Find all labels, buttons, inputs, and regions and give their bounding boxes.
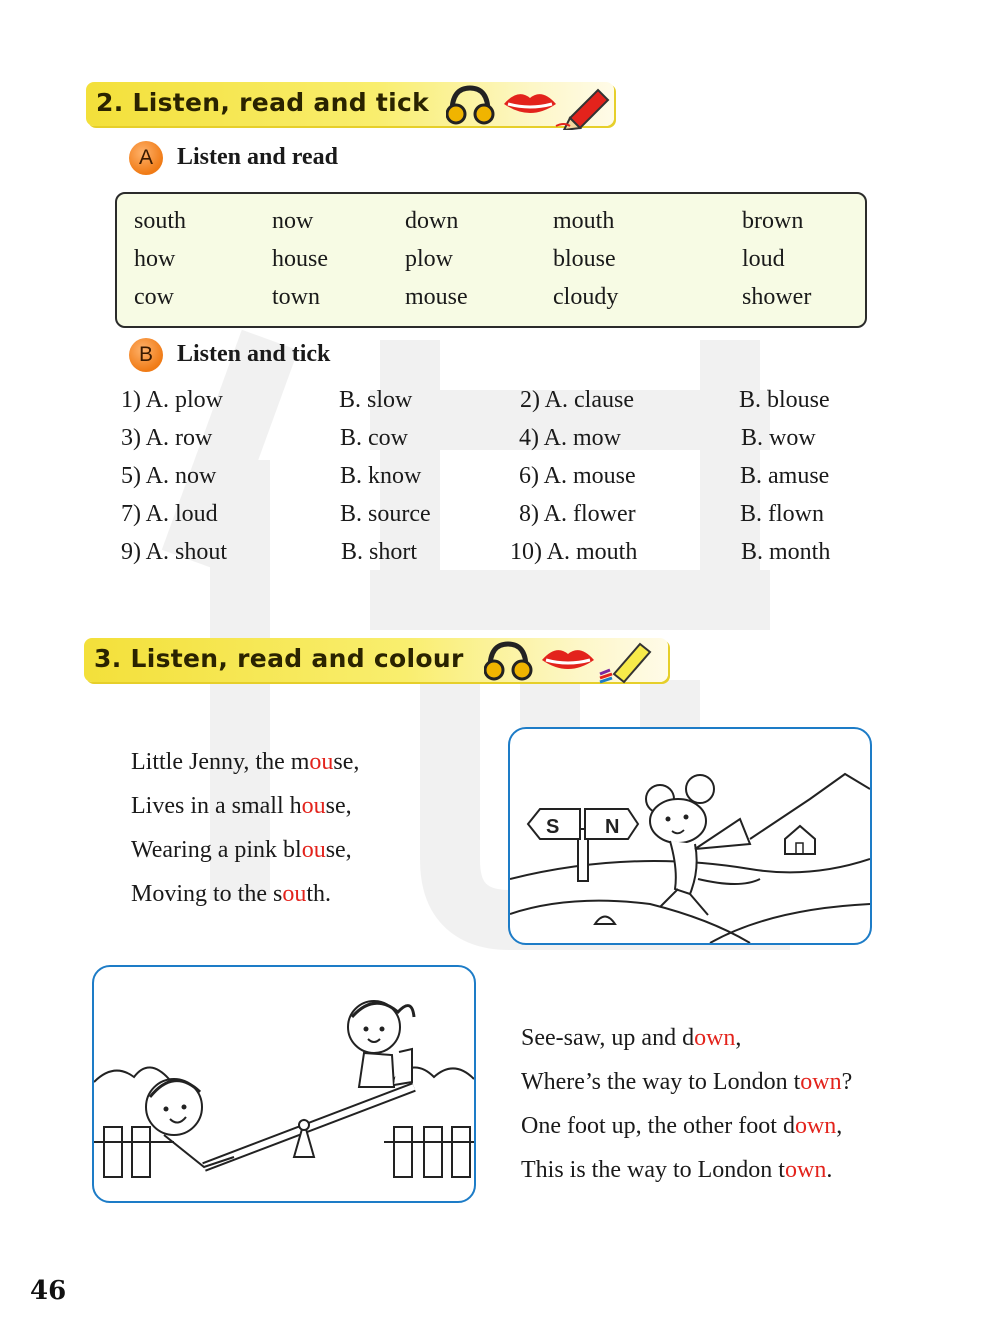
word: plow xyxy=(405,246,453,272)
page-number: 46 xyxy=(30,1276,67,1306)
choice-10b[interactable]: B. month xyxy=(741,539,831,565)
part-a-title: Listen and read xyxy=(177,144,338,170)
choice-6b[interactable]: B. amuse xyxy=(740,463,830,489)
word: cloudy xyxy=(553,284,619,310)
seesaw-scene-drawing xyxy=(94,967,474,1201)
headphones-icon xyxy=(485,644,531,679)
choice-9b[interactable]: B. short xyxy=(341,539,418,565)
part-b-title: Listen and tick xyxy=(177,341,331,367)
house-icon xyxy=(785,826,815,854)
choice-6a[interactable]: 6) A. mouse xyxy=(519,463,636,489)
sign-south-label: S xyxy=(546,816,560,838)
choice-5b[interactable]: B. know xyxy=(340,463,422,489)
word: mouth xyxy=(553,208,615,234)
poem2-line: One foot up, the other foot down, xyxy=(521,1113,843,1139)
banner-icon-group xyxy=(484,638,654,686)
poem1-line: Wearing a pink blouse, xyxy=(131,837,352,863)
word: house xyxy=(272,246,328,272)
sign-north-label: N xyxy=(605,816,620,838)
choice-4a[interactable]: 4) A. mow xyxy=(519,425,621,451)
signpost-icon xyxy=(528,809,638,881)
choice-7a[interactable]: 7) A. loud xyxy=(121,501,218,527)
poem2-line: This is the way to London town. xyxy=(521,1157,833,1183)
lips-icon xyxy=(542,650,594,669)
mouse-illustration xyxy=(508,727,872,945)
mouse-scene-drawing xyxy=(510,729,870,943)
word: shower xyxy=(742,284,812,310)
choice-8a[interactable]: 8) A. flower xyxy=(519,501,636,527)
word: blouse xyxy=(553,246,616,272)
part-a-badge: A xyxy=(129,141,163,175)
choice-7b[interactable]: B. source xyxy=(340,501,431,527)
choice-5a[interactable]: 5) A. now xyxy=(121,463,217,489)
word: cow xyxy=(134,284,174,310)
choice-3b[interactable]: B. cow xyxy=(340,425,408,451)
section2-banner xyxy=(86,82,614,126)
choice-9a[interactable]: 9) A. shout xyxy=(121,539,228,565)
headphones-icon xyxy=(447,88,493,123)
poem1-line: Moving to the south. xyxy=(131,881,332,907)
poem2-line: Where’s the way to London town? xyxy=(521,1069,853,1095)
choice-8b[interactable]: B. flown xyxy=(740,501,824,527)
crayon-icon xyxy=(600,644,650,682)
banner-icon-group xyxy=(446,82,616,130)
section2-title: 2. Listen, read and tick xyxy=(96,88,430,117)
word: down xyxy=(405,208,459,234)
seesaw-icon xyxy=(204,1087,414,1167)
mouse-icon xyxy=(646,775,760,915)
choice-2b[interactable]: B. blouse xyxy=(739,387,830,413)
choice-1b[interactable]: B. slow xyxy=(339,387,413,413)
part-b-badge: B xyxy=(129,338,163,372)
word-box xyxy=(115,192,867,328)
word: mouse xyxy=(405,284,468,310)
word: now xyxy=(272,208,314,234)
choice-2a[interactable]: 2) A. clause xyxy=(520,387,634,413)
poem1-line: Lives in a small house, xyxy=(131,793,352,819)
choice-10a[interactable]: 10) A. mouth xyxy=(510,539,638,565)
boy-icon xyxy=(146,1079,234,1167)
seesaw-illustration xyxy=(92,965,476,1203)
choice-3a[interactable]: 3) A. row xyxy=(121,425,213,451)
section3-banner xyxy=(84,638,668,682)
choice-4b[interactable]: B. wow xyxy=(741,425,816,451)
pencil-icon xyxy=(556,90,608,130)
word: town xyxy=(272,284,320,310)
girl-icon xyxy=(348,1001,414,1087)
word: loud xyxy=(742,246,785,272)
word: how xyxy=(134,246,176,272)
poem1-line: Little Jenny, the mouse, xyxy=(131,749,360,775)
word: brown xyxy=(742,208,804,234)
choice-1a[interactable]: 1) A. plow xyxy=(121,387,223,413)
poem2-line: See-saw, up and down, xyxy=(521,1025,742,1051)
rock-icon xyxy=(595,917,615,925)
lips-icon xyxy=(504,94,556,113)
word: south xyxy=(134,208,187,234)
section3-title: 3. Listen, read and colour xyxy=(94,644,464,673)
